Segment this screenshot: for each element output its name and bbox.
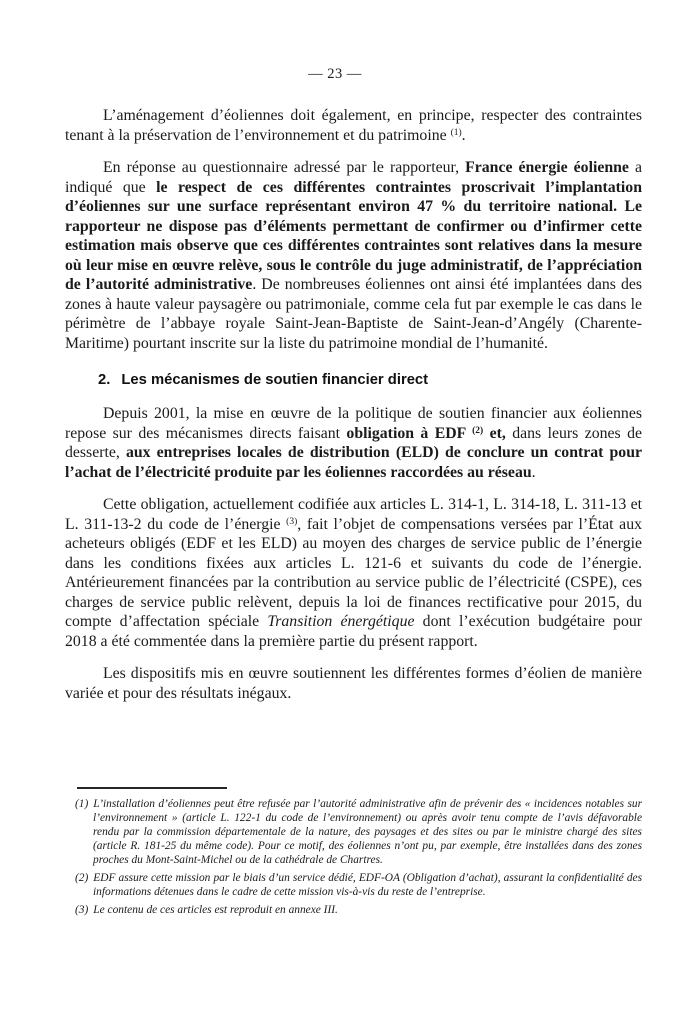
footnote-text: Le contenu de ces articles est reproduit en annexe III. (93, 904, 338, 916)
page-number: — 23 — (308, 66, 362, 82)
text-run: . (531, 463, 536, 481)
footnote-text: EDF assure cette mission par le biais d’un service dédié, EDF-OA (Obligation d’achat), assurant la confidentialité des informations détenues dans le cadre de cette mission vis-à-vis du reste de l’entreprise. (93, 872, 642, 898)
text-run: En réponse au questionnaire adressé par le rapporteur, (103, 159, 466, 176)
text-run: dans leurs zones de desserte, (65, 424, 642, 461)
footnote-text: L’installation d’éoliennes peut être refusée par l’autorité administrative afin de prévenir des « incidences notables sur l’environnement » (article L. 122-1 du code de l’environnement) ou après avoir tenu compte de l’avis défavorable rendu par la commission départementale de la nature, des paysages et des sites ou par le ministre chargé des sites (article R. 181-25 du même code). Pour ce motif, des éoliennes n’ont pu, par exemple, être installées dans des zones proches du Mont-Saint-Michel ou de la cathédrale de Chartres. (93, 798, 642, 866)
text-run: dont l’exécution budgétaire pour 2018 a été commentée dans la première partie du présent rapport. (65, 613, 642, 650)
text-run: Transition énergétique (267, 613, 415, 630)
section-heading-number: 2. (98, 372, 111, 388)
text-run: Cette obligation, actuellement codifiée aux articles L. 314-1, L. 314-18, L. 311-13 et L. 311-13-2 du code de l’énergie (65, 496, 642, 533)
text-run: aux entreprises locales de distribution (ELD) de conclure un contrat pour l’achat de l’électricité produite par les éoliennes raccordées au réseau (65, 444, 643, 481)
body-paragraph (65, 404, 642, 482)
section-heading (98, 371, 642, 390)
body-paragraph (65, 495, 642, 651)
footnote (75, 797, 642, 867)
text-run: Les dispositifs mis en œuvre soutiennent les différentes formes d’éolien de manière variée et pour des résultats inégaux. (65, 665, 642, 702)
text-run: France énergie éolienne (465, 159, 629, 176)
footnote-marker: (3) (75, 904, 89, 916)
text-run: le respect de ces différentes contraintes proscrivait l’implantation d’éoliennes sur une surface représentant environ 47 % du territoire national. Le rapporteur ne dispose pas d’éléments permettant de confirmer ou d’infirmer cette estimation mais observe que ces différentes contraintes sont relatives dans la mesure où leur mise en œuvre relève, sous le contrôle du juge administratif, de l’appréciation de l’autorité administrative (65, 178, 642, 293)
text-run: obligation à EDF (346, 424, 473, 442)
footnote (75, 903, 642, 917)
footnote-marker: (1) (75, 798, 89, 810)
text-run: et, (483, 424, 506, 442)
body-paragraph (65, 664, 642, 703)
text-run: . (461, 126, 466, 144)
text-run: . De nombreuses éoliennes ont ainsi été implantées dans des zones à haute valeur paysagère ou patrimoniale, comme cela fut par exemple le cas dans le périmètre de l’abbaye royale Saint-Jean-Baptiste de Saint-Jean-d’Angély (Charente-Maritime) pourtant inscrite sur la liste du patrimoine mondial de l’humanité. (65, 276, 642, 352)
footnote-reference: (2) (472, 425, 484, 436)
document-body (65, 106, 642, 716)
body-paragraph (65, 106, 642, 145)
footnote-reference: (3) (286, 516, 298, 527)
footnote (75, 871, 642, 899)
footnote-separator-rule (77, 787, 227, 789)
section-heading-label: Les mécanismes de soutien financier direct (121, 372, 429, 388)
text-run: a indiqué que (65, 159, 642, 196)
footnote-list (65, 797, 642, 917)
text-run: Depuis 2001, la mise en œuvre de la politique de soutien financier aux éoliennes repose sur des mécanismes directs faisant (65, 405, 642, 442)
footnote-marker: (2) (75, 872, 89, 884)
text-run: , fait l’objet de compensations versées par l’État aux acheteurs obligés (EDF et les ELD) au moyen des charges de service public de l’énergie dans les conditions fixées aux articles L. 121-6 et suivants du code de l’énergie. Antérieurement financées par la contribution au service public de l’électricité (CSPE), ces charges de service public relèvent, depuis la loi de finances rectificative pour 2015, du compte d’affectation spéciale (65, 515, 642, 630)
footnotes-section (65, 781, 642, 921)
text-run: L’aménagement d’éoliennes doit également, en principe, respecter des contraintes tenant à la préservation de l’environnement et du patrimoine (65, 107, 642, 144)
footnote-reference: (1) (450, 127, 462, 138)
body-paragraph (65, 158, 642, 353)
